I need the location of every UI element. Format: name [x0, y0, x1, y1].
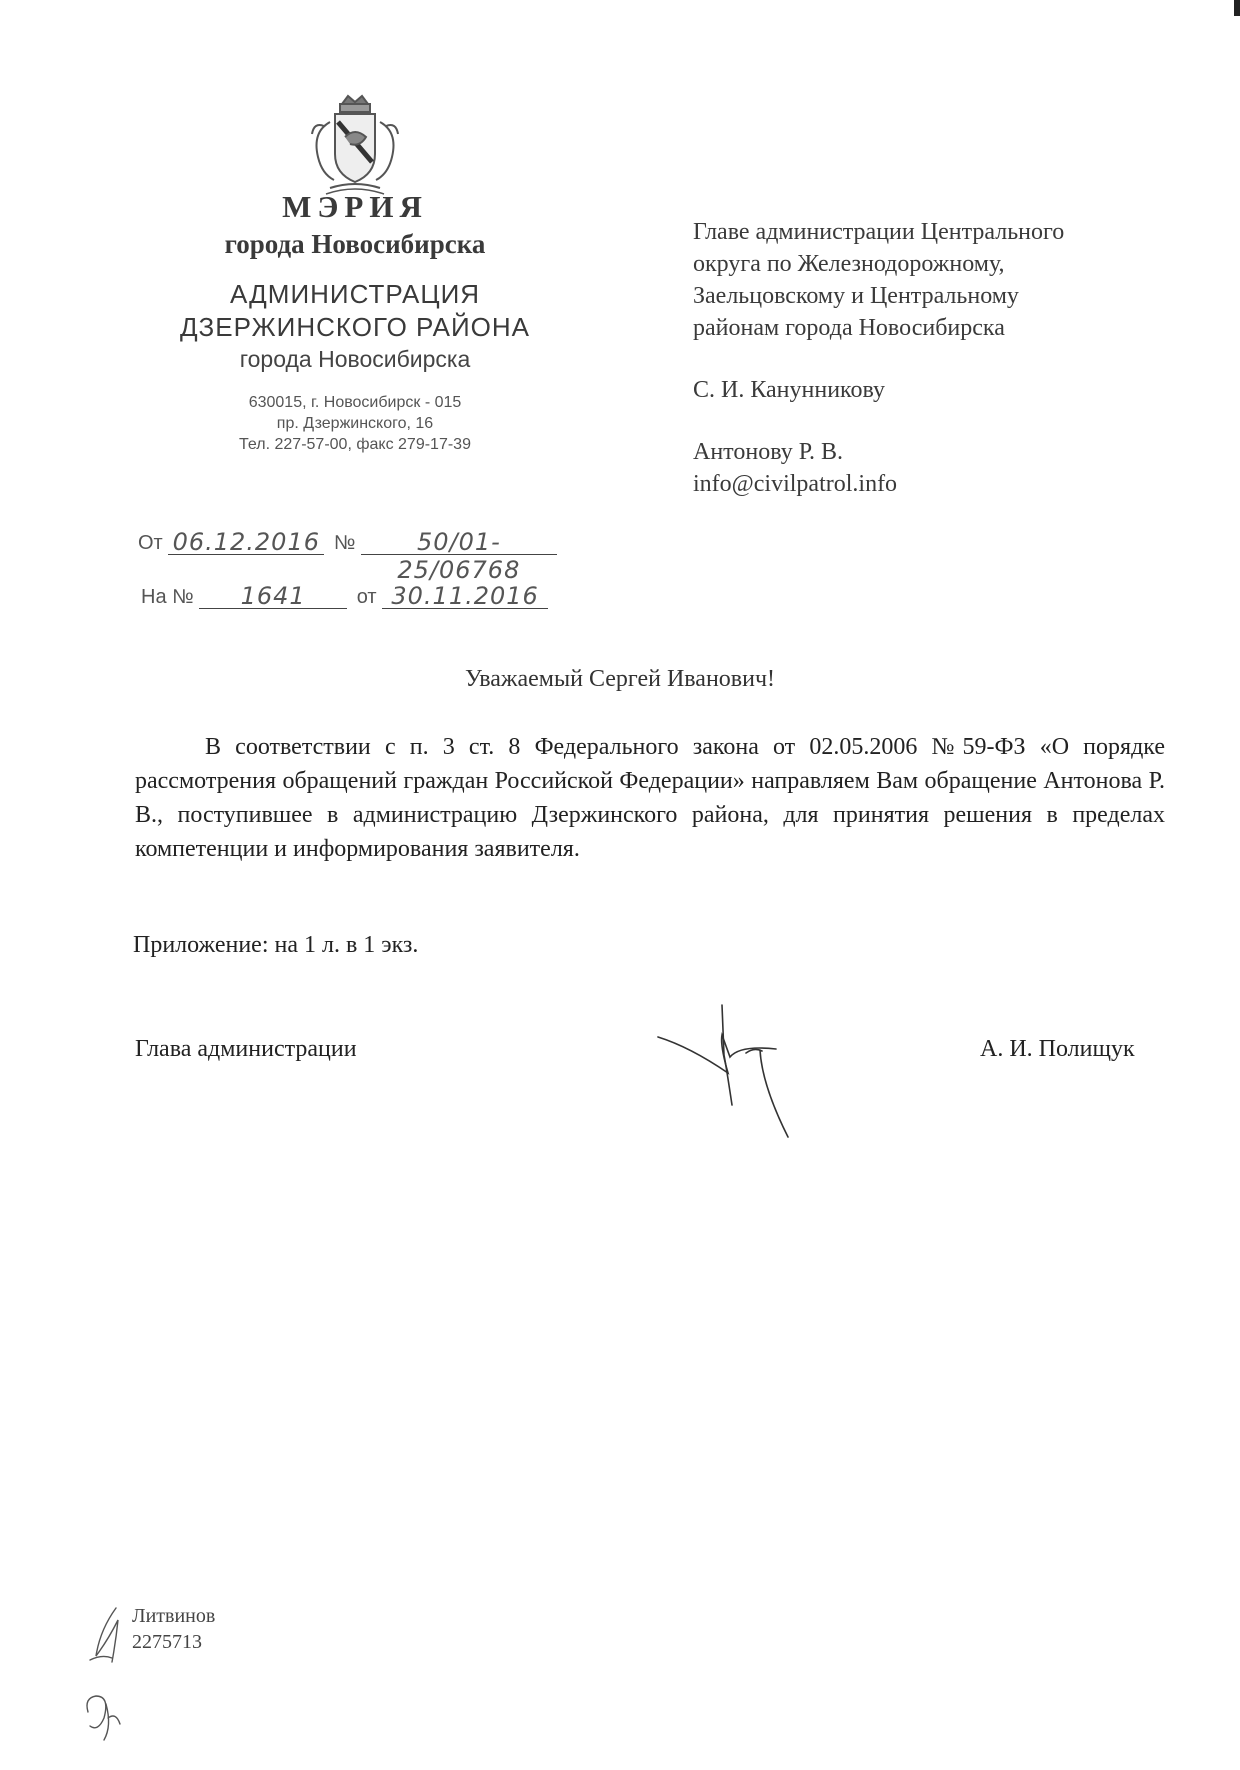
salutation: Уважаемый Сергей Иванович! — [464, 666, 776, 692]
handwritten-signature-icon — [650, 995, 820, 1145]
outgoing-reference — [138, 528, 557, 584]
reply-date: 30.11.2016 — [391, 582, 539, 610]
incoming-reference — [141, 582, 548, 609]
reply-number-label: На № — [141, 586, 194, 608]
recipient-line: Главе администрации Центрального — [693, 219, 1065, 245]
from-date: 06.12.2016 — [172, 528, 320, 556]
signatory-name: А. И. Полищук — [980, 1036, 1135, 1062]
recipient-line: округа по Железнодорожному, — [693, 251, 1005, 277]
addressee-name: С. И. Канунникову — [693, 377, 886, 403]
from-date-field — [168, 528, 324, 555]
address-line: 630015, г. Новосибирск - 015 — [248, 394, 462, 411]
administration-title-line1: АДМИНИСТРАЦИЯ — [229, 279, 481, 309]
signatory-title: Глава администрации — [135, 1036, 357, 1062]
copy-recipient-email: info@civilpatrol.info — [693, 471, 898, 497]
sender-header — [130, 188, 580, 455]
reply-number-field — [199, 582, 347, 609]
letter-body: В соответствии с п. 3 ст. 8 Федерального закона от 02.05.2006 №59-ФЗ «О порядке рассмотрения обращений граждан Российской Федерации» направляем Вам обращение Антонова Р. В., поступившее в администрацию Дзержинского района, для принятия решения в пределах компетенции и информирования заявителя. — [135, 734, 1165, 862]
mayor-city: города Новосибирска — [224, 229, 486, 259]
scan-edge-mark — [1234, 0, 1240, 16]
outgoing-number: 50/01-25/06768 — [397, 528, 521, 584]
copy-recipient-name: Антонову Р. В. — [693, 439, 844, 465]
administration-title-line2: ДЗЕРЖИНСКОГО РАЙОНА — [179, 312, 531, 342]
contact-phones: Тел. 227-57-00, факс 279-17-39 — [239, 436, 471, 453]
executor-phone: 2275713 — [132, 1631, 202, 1653]
reply-date-field — [382, 582, 548, 609]
executor-name: Литвинов — [132, 1605, 216, 1627]
recipient-line: Заельцовскому и Центральному — [693, 283, 1019, 309]
from-label: От — [138, 532, 163, 554]
executor-block — [132, 1603, 215, 1655]
administration-city: города Новосибирска — [239, 346, 471, 372]
recipient-line: районам города Новосибирска — [693, 315, 1005, 341]
reply-number: 1641 — [240, 582, 306, 610]
coat-of-arms-icon — [300, 92, 410, 202]
number-field — [361, 528, 557, 584]
recipient-block — [693, 216, 1213, 500]
address-line: пр. Дзержинского, 16 — [276, 415, 434, 432]
attachment-note: Приложение: на 1 л. в 1 экз. — [133, 932, 419, 958]
reply-from-label: от — [356, 586, 377, 608]
number-label: № — [333, 532, 356, 554]
mayor-office-title: МЭРИЯ — [282, 189, 428, 224]
